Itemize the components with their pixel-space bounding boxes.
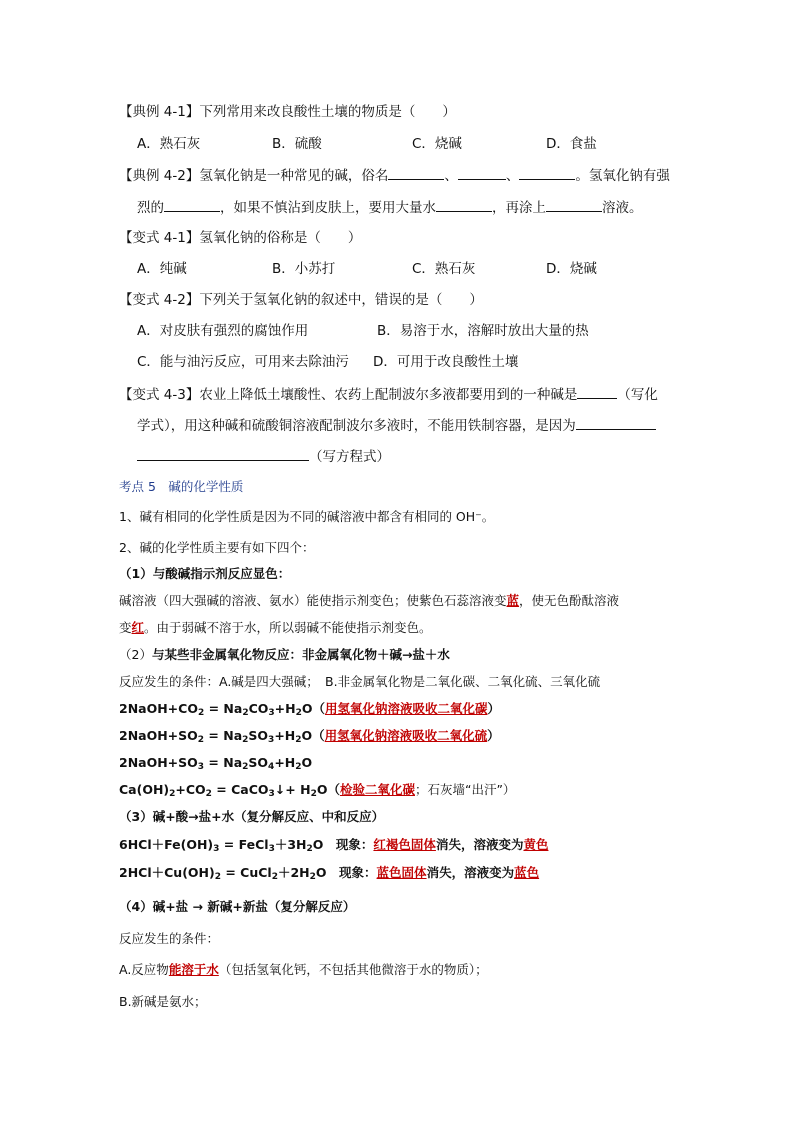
answer-blank[interactable] — [388, 166, 444, 180]
paragraph-3 — [119, 592, 619, 610]
phenomenon-highlight: 黄色 — [523, 837, 549, 852]
question-text: ，如果不慎沾到皮肤上，要用大量水 — [220, 200, 436, 216]
option-b: B．易溶于水，溶解时放出大量的热 — [377, 323, 589, 339]
equation-note: 检验二氧化碳 — [339, 782, 415, 797]
question-variant-4-3 — [119, 385, 658, 404]
question-variant-4-2 — [119, 291, 483, 309]
question-tag: 【变式 4-2】 — [119, 292, 200, 308]
question-text: ，再涂上 — [492, 200, 546, 216]
question-variant-4-3-cont2 — [137, 447, 390, 466]
heading-acid-base: （3）碱+酸→盐+水（复分解反应、中和反应） — [119, 809, 385, 824]
question-4-2-cont — [137, 198, 643, 217]
question-text: 氢氧化钠是一种常见的碱，俗名 — [199, 168, 389, 184]
highlight-blue-answer: 蓝 — [506, 593, 520, 608]
question-text: 烈的 — [137, 200, 164, 216]
question-stem: 下列常用来改良酸性土壤的物质是（ ） — [199, 104, 456, 120]
answer-blank[interactable] — [576, 416, 656, 430]
text: A.反应物 — [119, 962, 169, 977]
text: 变 — [119, 620, 132, 635]
highlight-soluble: 能溶于水 — [168, 962, 219, 977]
paragraph-4 — [119, 619, 432, 637]
paragraph-2: 2、碱的化学性质主要有如下四个： — [119, 540, 315, 555]
equation-5: $6HCl+Fe(OH)_3$ = $FeCl_3+3H_2O$ 现象：红褐色固体消失，溶液变为黄色 — [119, 837, 549, 854]
option-d: D．烧碱 — [546, 261, 597, 277]
option-b: B．硫酸 — [272, 136, 322, 152]
highlight-red-answer: 红 — [131, 620, 145, 635]
question-tag: 【变式 4-3】 — [119, 387, 200, 403]
heading-base-salt: （4）碱+盐 → 新碱+新盐（复分解反应） — [119, 899, 356, 914]
paragraph-1: 1、碱有相同的化学性质是因为不同的碱溶液中都含有相同的 OH⁻。 — [119, 509, 495, 524]
question-stem: 下列关于氢氧化钠的叙述中，错误的是（ ） — [199, 292, 483, 308]
equation-1: $2NaOH+CO_2 = Na_2CO_3+H_2O$（用氢氧化钠溶液吸收二氧化碳） — [119, 701, 501, 718]
answer-blank[interactable] — [519, 166, 575, 180]
question-stem: 氢氧化钠的俗称是（ ） — [199, 230, 362, 246]
option-a: A．纯碱 — [137, 261, 187, 277]
answer-blank[interactable] — [137, 447, 309, 461]
question-4-2 — [119, 166, 670, 185]
question-text: （写化 — [617, 387, 658, 403]
condition-b: B.新碱是氨水； — [119, 994, 207, 1009]
option-b: B．小苏打 — [272, 261, 336, 277]
equation-note: 用氢氧化钠溶液吸收二氧化碳 — [325, 701, 488, 716]
option-a: A．对皮肤有强烈的腐蚀作用 — [137, 323, 309, 339]
answer-blank[interactable] — [164, 198, 220, 212]
text: 与某些非金属氧化物反应：非金属氧化物＋碱→盐＋水 — [151, 647, 450, 662]
answer-blank[interactable] — [546, 198, 602, 212]
equation-2: $2NaOH+SO_2 = Na_2SO_3+H_2O$（用氢氧化钠溶液吸收二氧化硫） — [119, 728, 500, 745]
question-tag: 【典例 4-1】 — [119, 104, 200, 120]
separator: 、 — [444, 168, 458, 184]
text: （包括氢氧化钙，不包括其他微溶于水的物质）； — [218, 962, 488, 977]
question-tag: 【变式 4-1】 — [119, 230, 200, 246]
text: ，使无色酚酞溶液 — [519, 593, 620, 608]
question-text: 溶液。 — [602, 200, 643, 216]
phenomenon-highlight: 蓝色固体 — [376, 865, 427, 880]
question-variant-4-3-cont — [137, 416, 656, 435]
option-c: C．烧碱 — [412, 136, 462, 152]
option-a: A．熟石灰 — [137, 136, 201, 152]
question-text: 农业上降低土壤酸性、农药上配制波尔多液都要用到的一种碱是 — [199, 387, 578, 403]
question-text: 学式），用这种碱和硫酸铜溶液配制波尔多液时，不能用铁制容器，是因为 — [137, 418, 576, 434]
separator: 、 — [505, 168, 520, 184]
text: 碱溶液（四大强碱的溶液、氨水）能使指示剂变色；使紫色石蕊溶液变 — [119, 593, 507, 608]
option-c: C．熟石灰 — [412, 261, 476, 277]
question-text: （写方程式） — [309, 449, 390, 465]
option-c: C．能与油污反应，可用来去除油污 — [137, 354, 349, 370]
equation-4: $Ca(OH)_2+CO_2$ = CaCO$_3$↓+ $H_2O$（检验二氧化碳；石灰墙“出汗”） — [119, 782, 516, 799]
condition-line: 反应发生的条件：A.碱是四大强碱； B.非金属氧化物是二氧化碳、二氧化硫、三氧化硫 — [119, 674, 601, 689]
text: （2） — [119, 647, 152, 662]
answer-blank[interactable] — [577, 385, 617, 399]
option-d: D．食盐 — [546, 136, 597, 152]
equation-3: $2NaOH+SO_3 = Na_2SO_4+H_2O$ — [119, 755, 313, 772]
question-4-1 — [119, 103, 456, 121]
condition-line-2: 反应发生的条件： — [119, 931, 220, 946]
phenomenon-highlight: 红褐色固体 — [373, 837, 436, 852]
equation-6: $2HCl+Cu(OH)_2$ = $CuCl_2+2H_2O$ 现象：蓝色固体消失，溶液变为蓝色 — [119, 865, 540, 882]
phenomenon-highlight: 蓝色 — [514, 865, 540, 880]
heading-nonmetal-oxide — [119, 646, 450, 664]
condition-a — [119, 961, 488, 979]
answer-blank[interactable] — [436, 198, 492, 212]
question-text: 。氢氧化钠有强 — [575, 168, 670, 184]
option-d: D．可用于改良酸性土壤 — [373, 354, 519, 370]
question-tag: 【典例 4-2】 — [119, 168, 200, 184]
answer-blank[interactable] — [458, 166, 506, 180]
equation-note: 用氢氧化钠溶液吸收二氧化硫 — [324, 728, 488, 743]
section-title: 考点 5 碱的化学性质 — [119, 479, 244, 494]
heading-indicator: （1）与酸碱指示剂反应显色： — [119, 566, 291, 581]
text: 。由于弱碱不溶于水，所以弱碱不能使指示剂变色。 — [144, 620, 432, 635]
question-variant-4-1 — [119, 229, 361, 247]
